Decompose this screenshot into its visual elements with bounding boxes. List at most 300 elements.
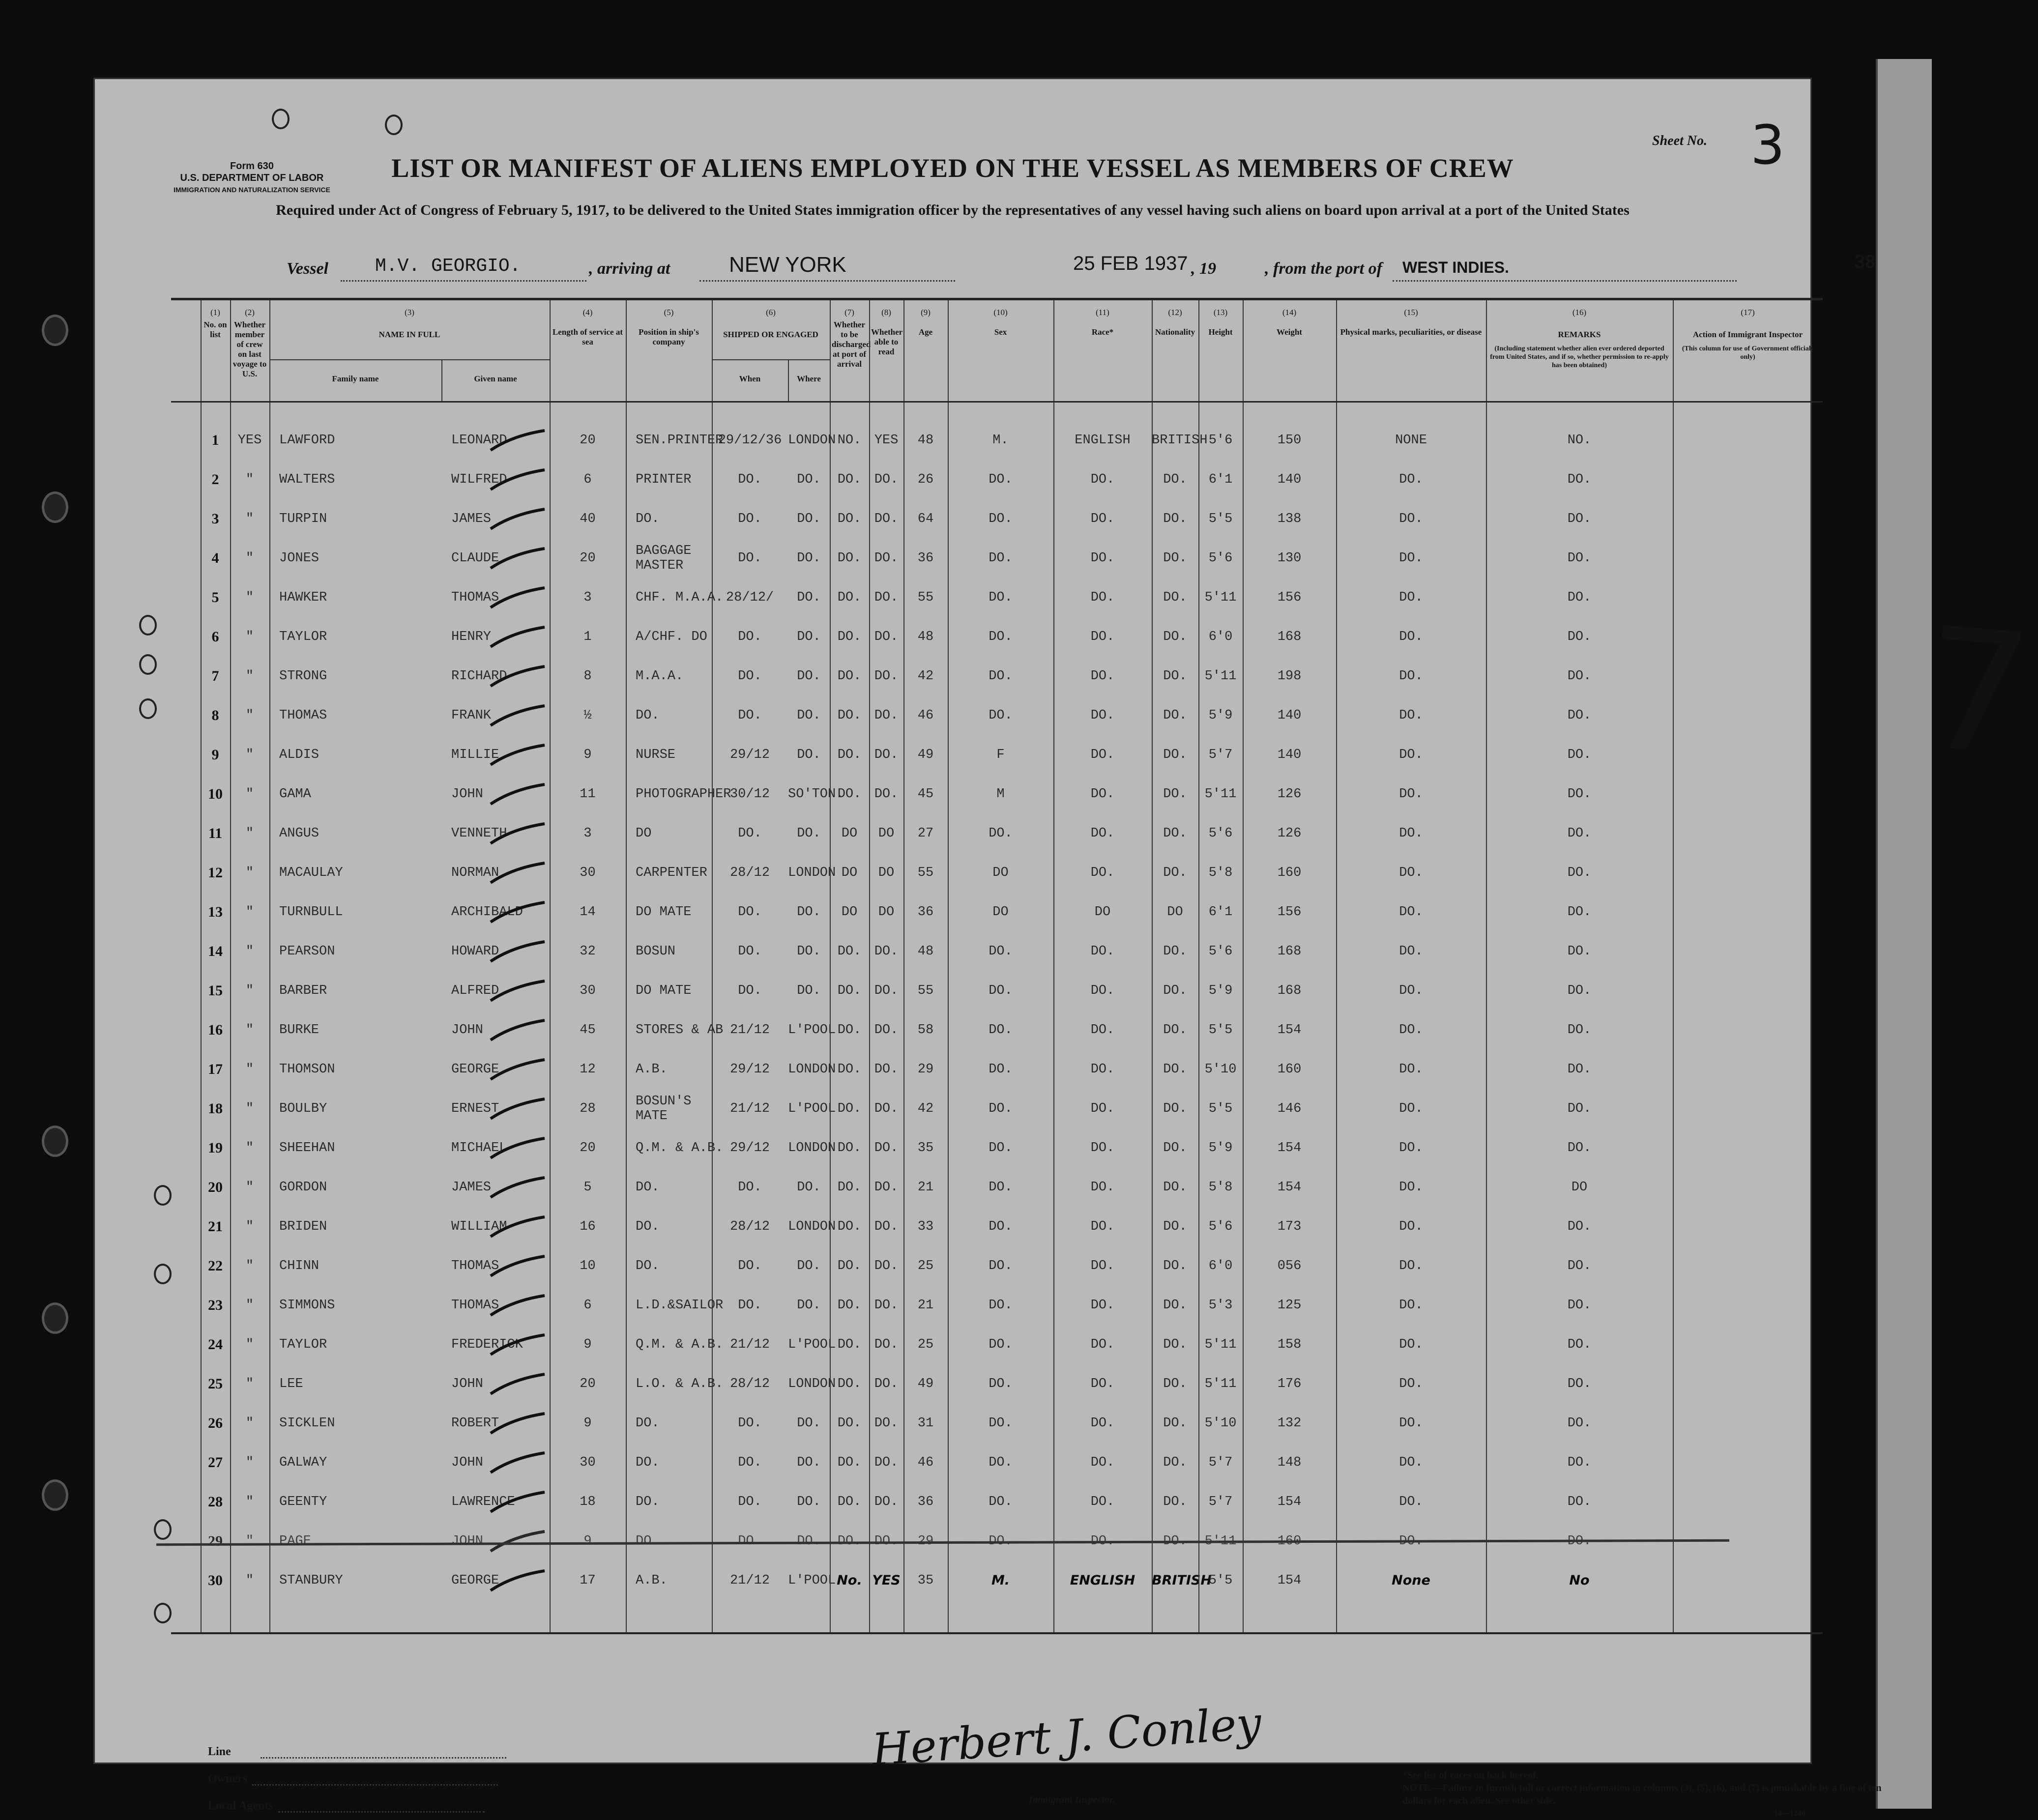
cell-when: DO. xyxy=(738,1416,762,1431)
cell-sex: DO. xyxy=(989,944,1013,959)
cell-age: 46 xyxy=(917,1455,934,1470)
cell-no: 7 xyxy=(211,668,219,684)
inspector-label: Immigrant Inspector. xyxy=(1029,1794,1115,1805)
cell-weight: 160 xyxy=(1277,866,1302,880)
cell-age: 55 xyxy=(917,590,934,605)
column-rule xyxy=(830,300,831,1632)
column-header: REMARKS xyxy=(1558,330,1601,339)
cell-disch: DO. xyxy=(837,1101,862,1116)
agents-field xyxy=(208,1799,485,1813)
cell-nat: DO. xyxy=(1163,826,1187,841)
cell-marks: DO. xyxy=(1399,590,1423,605)
cell-given: WILLIAM xyxy=(451,1219,507,1234)
from-port-underline xyxy=(1393,279,1737,282)
cell-prev: " xyxy=(245,1023,254,1038)
cell-family: JONES xyxy=(279,551,320,566)
cell-marks: DO. xyxy=(1399,944,1423,959)
cell-sex: DO. xyxy=(989,551,1013,566)
cell-age: 29 xyxy=(917,1534,934,1549)
punch-hole xyxy=(139,654,157,675)
table-row xyxy=(171,893,1823,932)
cell-remarks: DO. xyxy=(1567,1495,1592,1509)
column-number: (11) xyxy=(1096,308,1109,317)
cell-prev: " xyxy=(245,1141,254,1156)
cell-family: GALWAY xyxy=(279,1455,327,1470)
subcolumn-rule xyxy=(788,359,789,401)
cell-family: STRONG xyxy=(279,669,327,684)
cell-age: 36 xyxy=(917,551,934,566)
cell-when: DO. xyxy=(738,630,762,644)
cell-where: DO. xyxy=(797,1259,821,1273)
cell-family: LEE xyxy=(279,1377,303,1391)
cell-position: DO. xyxy=(636,708,660,723)
table-row xyxy=(171,1207,1823,1246)
cell-position: A/CHF. DO xyxy=(636,630,707,644)
cell-age: 55 xyxy=(917,866,934,880)
cell-prev: " xyxy=(245,1337,254,1352)
tally-check-mark xyxy=(488,1561,547,1600)
cell-where: LONDON xyxy=(788,1062,836,1077)
cell-when: 21/12 xyxy=(729,1337,770,1352)
table-row xyxy=(171,617,1823,657)
cell-weight: 146 xyxy=(1277,1101,1302,1116)
cell-remarks: DO. xyxy=(1567,944,1592,959)
column-number: (3) xyxy=(405,308,414,317)
cell-when: DO. xyxy=(738,708,762,723)
cell-height: 5'5 xyxy=(1208,1573,1233,1588)
cell-where: LONDON xyxy=(788,1141,836,1156)
cell-marks: DO. xyxy=(1399,1534,1423,1549)
cell-height: 5'10 xyxy=(1204,1062,1237,1077)
cell-prev: " xyxy=(245,1377,254,1391)
cell-read: DO. xyxy=(874,630,899,644)
cell-height: 5'11 xyxy=(1204,1337,1237,1352)
table-row xyxy=(171,460,1823,499)
cell-given: JAMES xyxy=(451,512,492,526)
cell-family: MACAULAY xyxy=(279,866,343,880)
cell-marks: DO. xyxy=(1399,787,1423,802)
cell-remarks: DO. xyxy=(1567,1534,1592,1549)
cell-marks: DO. xyxy=(1399,472,1423,487)
cell-race: DO. xyxy=(1090,472,1115,487)
cell-position: CHF. M.A.A. xyxy=(636,590,724,605)
year-label: , 19 xyxy=(1191,260,1216,278)
column-rule xyxy=(201,300,202,1632)
column-number: (9) xyxy=(921,308,931,317)
column-header: Age xyxy=(918,327,933,337)
punch-hole xyxy=(154,1185,172,1206)
cell-no: 12 xyxy=(208,865,223,881)
cell-weight: 126 xyxy=(1277,826,1302,841)
crew-table xyxy=(171,298,1823,1634)
table-row xyxy=(171,1364,1823,1404)
cell-marks: DO. xyxy=(1399,1101,1423,1116)
cell-marks: DO. xyxy=(1399,630,1423,644)
table-row xyxy=(171,1325,1823,1364)
cell-given: ROBERT xyxy=(451,1416,499,1431)
cell-no: 29 xyxy=(208,1533,223,1549)
race-note: *See list of races on back hereof. xyxy=(1402,1770,1539,1781)
cell-nat: DO. xyxy=(1163,748,1187,762)
cell-read: DO. xyxy=(874,1219,899,1234)
tally-check-mark xyxy=(488,893,547,932)
table-row xyxy=(171,539,1823,578)
column-header: Nationality xyxy=(1155,327,1195,337)
column-number: (10) xyxy=(993,308,1008,317)
cell-service: 30 xyxy=(580,866,596,880)
cell-prev: " xyxy=(245,905,254,920)
cell-disch: DO. xyxy=(837,669,862,684)
cell-remarks: No xyxy=(1569,1573,1590,1588)
column-subheader: (Including statement whether alien ever ordered deported from United States, and if so, whether permission to re-apply has been obtained) xyxy=(1490,345,1669,369)
cell-given: RICHARD xyxy=(451,669,507,684)
cell-weight: 154 xyxy=(1277,1180,1302,1195)
cell-sex: DO. xyxy=(989,1180,1013,1195)
cell-disch: DO. xyxy=(837,512,862,526)
cell-service: 9 xyxy=(583,1337,592,1352)
cell-no: 18 xyxy=(208,1100,223,1117)
cell-when: DO. xyxy=(738,905,762,920)
cell-race: DO. xyxy=(1090,983,1115,998)
cell-marks: DO. xyxy=(1399,669,1423,684)
binder-ring xyxy=(42,1479,68,1511)
margin-handwritten-mark: 7 xyxy=(1915,591,2038,794)
cell-service: 18 xyxy=(580,1495,596,1509)
cell-prev: " xyxy=(245,1534,254,1549)
cell-no: 11 xyxy=(208,825,223,841)
cell-disch: DO. xyxy=(837,1337,862,1352)
cell-nat: DO xyxy=(1167,905,1183,920)
sheet-number-value: 3 xyxy=(1750,114,1785,176)
cell-nat: DO. xyxy=(1163,1023,1187,1038)
cell-service: 8 xyxy=(583,669,592,684)
cell-read: DO. xyxy=(874,551,899,566)
cell-read: YES xyxy=(872,1573,901,1588)
cell-nat: DO. xyxy=(1163,1219,1187,1234)
column-header: Whether to be discharged at port of arrival xyxy=(832,320,871,369)
cell-family: GORDON xyxy=(279,1180,327,1195)
cell-no: 28 xyxy=(208,1494,223,1510)
cell-position: DO. xyxy=(636,1416,660,1431)
cell-weight: 056 xyxy=(1277,1259,1302,1273)
cell-race: DO. xyxy=(1090,1495,1115,1509)
cell-marks: DO. xyxy=(1399,1259,1423,1273)
from-port: WEST INDIES. xyxy=(1402,259,1509,276)
cell-height: 6'0 xyxy=(1208,630,1233,644)
cell-weight: 168 xyxy=(1277,630,1302,644)
tally-check-mark xyxy=(488,696,547,735)
cell-read: YES xyxy=(874,433,899,448)
cell-weight: 176 xyxy=(1277,1377,1302,1391)
cell-disch: DO. xyxy=(837,1298,862,1313)
cell-no: 3 xyxy=(211,511,219,527)
cell-service: 14 xyxy=(580,905,596,920)
binder-ring xyxy=(42,1126,68,1157)
cell-given: FREDERICK xyxy=(451,1337,523,1352)
cell-sex: DO. xyxy=(989,472,1013,487)
cell-remarks: DO xyxy=(1571,1180,1588,1195)
cell-remarks: DO. xyxy=(1567,983,1592,998)
cell-family: GAMA xyxy=(279,787,311,802)
cell-disch: DO. xyxy=(837,1534,862,1549)
tally-check-mark xyxy=(488,421,547,460)
cell-position: DO. xyxy=(636,1455,660,1470)
cell-position: Q.M. & A.B. xyxy=(636,1141,724,1156)
cell-disch: DO. xyxy=(837,1141,862,1156)
punch-hole xyxy=(385,115,403,135)
cell-height: 5'11 xyxy=(1204,1377,1237,1391)
cell-disch: DO. xyxy=(837,748,862,762)
table-row xyxy=(171,1050,1823,1089)
cell-race: DO. xyxy=(1090,512,1115,526)
cell-height: 5'7 xyxy=(1208,1495,1233,1509)
cell-where: DO. xyxy=(797,944,821,959)
cell-age: 27 xyxy=(917,826,934,841)
cell-position: BAGGAGE MASTER xyxy=(636,544,692,573)
cell-position: DO. xyxy=(636,1219,660,1234)
cell-when: 29/12 xyxy=(729,1062,770,1077)
cell-sex: M. xyxy=(992,433,1009,448)
tally-check-mark xyxy=(488,539,547,578)
form-code: 14—1240 xyxy=(1774,1809,1805,1818)
cell-no: 23 xyxy=(208,1297,223,1313)
cell-read: DO. xyxy=(874,669,899,684)
cell-family: SIMMONS xyxy=(279,1298,335,1313)
cell-no: 15 xyxy=(208,982,223,999)
punch-hole xyxy=(154,1519,172,1540)
tally-check-mark xyxy=(488,1207,547,1246)
header-bottom-rule xyxy=(171,401,1823,403)
cell-race: DO. xyxy=(1090,1180,1115,1195)
cell-sex: DO. xyxy=(989,1141,1013,1156)
cell-marks: DO. xyxy=(1399,1298,1423,1313)
cell-marks: DO. xyxy=(1399,983,1423,998)
cell-prev: " xyxy=(245,1101,254,1116)
cell-sex: M. xyxy=(991,1573,1010,1588)
cell-race: DO. xyxy=(1090,1062,1115,1077)
cell-height: 5'11 xyxy=(1204,590,1237,605)
cell-position: STORES & AB xyxy=(636,1023,724,1038)
cell-service: 6 xyxy=(583,472,592,487)
penalty-note: NOTE.—Failure to furnish full or correct information in columns (3), (5), (6), and (7) is punishable by a fine of ten dollars for each alien. See other side. xyxy=(1402,1783,1882,1806)
cell-read: DO. xyxy=(874,1023,899,1038)
cell-height: 5'11 xyxy=(1204,787,1237,802)
column-subheader: (This column for use of Government officials only) xyxy=(1682,345,1814,361)
cell-given: JOHN xyxy=(451,1534,483,1549)
tally-check-mark xyxy=(488,971,547,1011)
cell-sex: DO. xyxy=(989,1337,1013,1352)
cell-race: DO. xyxy=(1090,748,1115,762)
cell-when: 30/12 xyxy=(729,787,770,802)
cell-nat: DO. xyxy=(1163,590,1187,605)
cell-age: 21 xyxy=(917,1180,934,1195)
service-name: IMMIGRATION AND NATURALIZATION SERVICE xyxy=(174,186,330,194)
cell-weight: 154 xyxy=(1277,1023,1302,1038)
cell-weight: 156 xyxy=(1277,590,1302,605)
cell-race: DO. xyxy=(1090,787,1115,802)
cell-height: 5'6 xyxy=(1208,1219,1233,1234)
column-rule xyxy=(1673,300,1674,1632)
cell-service: 12 xyxy=(580,1062,596,1077)
cell-when: DO. xyxy=(738,472,762,487)
cell-weight: 125 xyxy=(1277,1298,1302,1313)
cell-given: GEORGE xyxy=(451,1062,499,1077)
cell-age: 49 xyxy=(917,748,934,762)
cell-given: JOHN xyxy=(451,1377,483,1391)
cell-service: 20 xyxy=(580,1377,596,1391)
cell-position: SEN.PRINTER xyxy=(636,433,724,448)
cell-prev: " xyxy=(245,1573,254,1588)
tally-check-mark xyxy=(488,1168,547,1207)
cell-sex: DO. xyxy=(989,669,1013,684)
cell-position: DO. xyxy=(636,1180,660,1195)
cell-when: DO. xyxy=(738,944,762,959)
table-row xyxy=(171,1246,1823,1286)
table-row xyxy=(171,1443,1823,1482)
cell-no: 4 xyxy=(211,550,219,566)
cell-height: 5'9 xyxy=(1208,983,1233,998)
cell-service: 1 xyxy=(583,630,592,644)
cell-disch: DO xyxy=(841,826,858,841)
cell-remarks: DO. xyxy=(1567,1219,1592,1234)
agents-label: Local Agents xyxy=(208,1799,273,1812)
column-rule xyxy=(948,300,949,1632)
tally-check-mark xyxy=(488,657,547,696)
table-row xyxy=(171,1011,1823,1050)
table-row xyxy=(171,775,1823,814)
cell-family: ALDIS xyxy=(279,748,320,762)
cell-read: DO. xyxy=(874,512,899,526)
cell-race: DO. xyxy=(1090,1298,1115,1313)
cell-remarks: DO. xyxy=(1567,787,1592,802)
cell-when: DO. xyxy=(738,1259,762,1273)
cell-no: 14 xyxy=(208,943,223,959)
table-row xyxy=(171,971,1823,1011)
cell-read: DO. xyxy=(874,1259,899,1273)
column-header: SHIPPED OR ENGAGED xyxy=(723,330,818,339)
cell-weight: 160 xyxy=(1277,1062,1302,1077)
cell-race: DO. xyxy=(1090,1141,1115,1156)
cell-read: DO. xyxy=(874,1337,899,1352)
owners-field xyxy=(208,1772,498,1786)
cell-age: 29 xyxy=(917,1062,934,1077)
cell-height: 6'0 xyxy=(1208,1259,1233,1273)
cell-nat: BRITISH xyxy=(1152,1573,1212,1588)
cell-read: DO xyxy=(878,866,895,880)
cell-remarks: DO. xyxy=(1567,1455,1592,1470)
cell-family: BRIDEN xyxy=(279,1219,327,1234)
cell-prev: " xyxy=(245,1180,254,1195)
vessel-underline xyxy=(341,279,586,282)
table-row xyxy=(171,1561,1823,1600)
cell-prev: " xyxy=(245,1062,254,1077)
cell-disch: DO. xyxy=(837,1416,862,1431)
column-rule xyxy=(903,300,904,1632)
table-row xyxy=(171,1482,1823,1522)
cell-position: Q.M. & A.B. xyxy=(636,1337,724,1352)
cell-height: 5'8 xyxy=(1208,866,1233,880)
cell-disch: DO xyxy=(841,866,858,880)
cell-marks: DO. xyxy=(1399,708,1423,723)
cell-sex: DO. xyxy=(989,1101,1013,1116)
cell-no: 10 xyxy=(208,786,223,802)
cell-weight: 160 xyxy=(1277,1534,1302,1549)
cell-nat: DO. xyxy=(1163,787,1187,802)
cell-nat: DO. xyxy=(1163,1377,1187,1391)
cell-given: ARCHIBALD xyxy=(451,905,523,920)
cell-where: DO. xyxy=(797,983,821,998)
cell-race: DO. xyxy=(1090,1101,1115,1116)
cell-when: DO. xyxy=(738,1455,762,1470)
cell-height: 5'6 xyxy=(1208,826,1233,841)
binder-ring xyxy=(42,491,68,523)
tally-check-mark xyxy=(488,578,547,617)
tally-check-mark xyxy=(488,1128,547,1168)
cell-nat: DO. xyxy=(1163,630,1187,644)
cell-remarks: DO. xyxy=(1567,1062,1592,1077)
form-number: Form 630 xyxy=(230,161,274,172)
cell-weight: 140 xyxy=(1277,748,1302,762)
cell-position: PHOTOGRAPHER xyxy=(636,787,731,802)
cell-no: 26 xyxy=(208,1415,223,1431)
cell-disch: DO. xyxy=(837,983,862,998)
cell-when: DO. xyxy=(738,1180,762,1195)
cell-race: ENGLISH xyxy=(1075,433,1131,448)
cell-nat: BRITISH xyxy=(1152,433,1208,448)
cell-remarks: DO. xyxy=(1567,551,1592,566)
cell-disch: DO. xyxy=(837,472,862,487)
cell-no: 1 xyxy=(211,432,219,448)
cell-sex: DO. xyxy=(989,590,1013,605)
cell-height: 5'3 xyxy=(1208,1298,1233,1313)
cell-when: DO. xyxy=(738,512,762,526)
cell-weight: 126 xyxy=(1277,787,1302,802)
cell-disch: No. xyxy=(837,1573,862,1588)
cell-weight: 140 xyxy=(1277,708,1302,723)
cell-race: DO xyxy=(1094,905,1111,920)
column-number: (16) xyxy=(1572,308,1587,317)
cell-when: DO. xyxy=(738,1495,762,1509)
cell-position: M.A.A. xyxy=(636,669,684,684)
tally-check-mark xyxy=(488,460,547,499)
arriving-underline xyxy=(699,279,955,282)
cell-where: DO. xyxy=(797,669,821,684)
cell-weight: 154 xyxy=(1277,1573,1302,1588)
tally-check-mark xyxy=(488,814,547,853)
column-rule xyxy=(269,300,270,1632)
cell-family: TAYLOR xyxy=(279,630,327,644)
cell-race: DO. xyxy=(1090,1377,1115,1391)
cell-marks: DO. xyxy=(1399,748,1423,762)
tally-check-mark xyxy=(488,499,547,539)
cell-prev: " xyxy=(245,1416,254,1431)
cell-nat: DO. xyxy=(1163,983,1187,998)
cell-position: L.O. & A.B. xyxy=(636,1377,724,1391)
owners-label: Owners xyxy=(208,1772,247,1785)
cell-family: GEENTY xyxy=(279,1495,327,1509)
cell-where: DO. xyxy=(797,1455,821,1470)
cell-nat: DO. xyxy=(1163,669,1187,684)
column-number: (4) xyxy=(582,308,593,317)
cell-service: 3 xyxy=(583,826,592,841)
cell-marks: DO. xyxy=(1399,905,1423,920)
column-rule xyxy=(1243,300,1244,1632)
cell-remarks: DO. xyxy=(1567,866,1592,880)
cell-prev: " xyxy=(245,708,254,723)
column-header: Weight xyxy=(1277,327,1302,337)
cell-given: LEONARD xyxy=(451,433,507,448)
cell-service: 40 xyxy=(580,512,596,526)
